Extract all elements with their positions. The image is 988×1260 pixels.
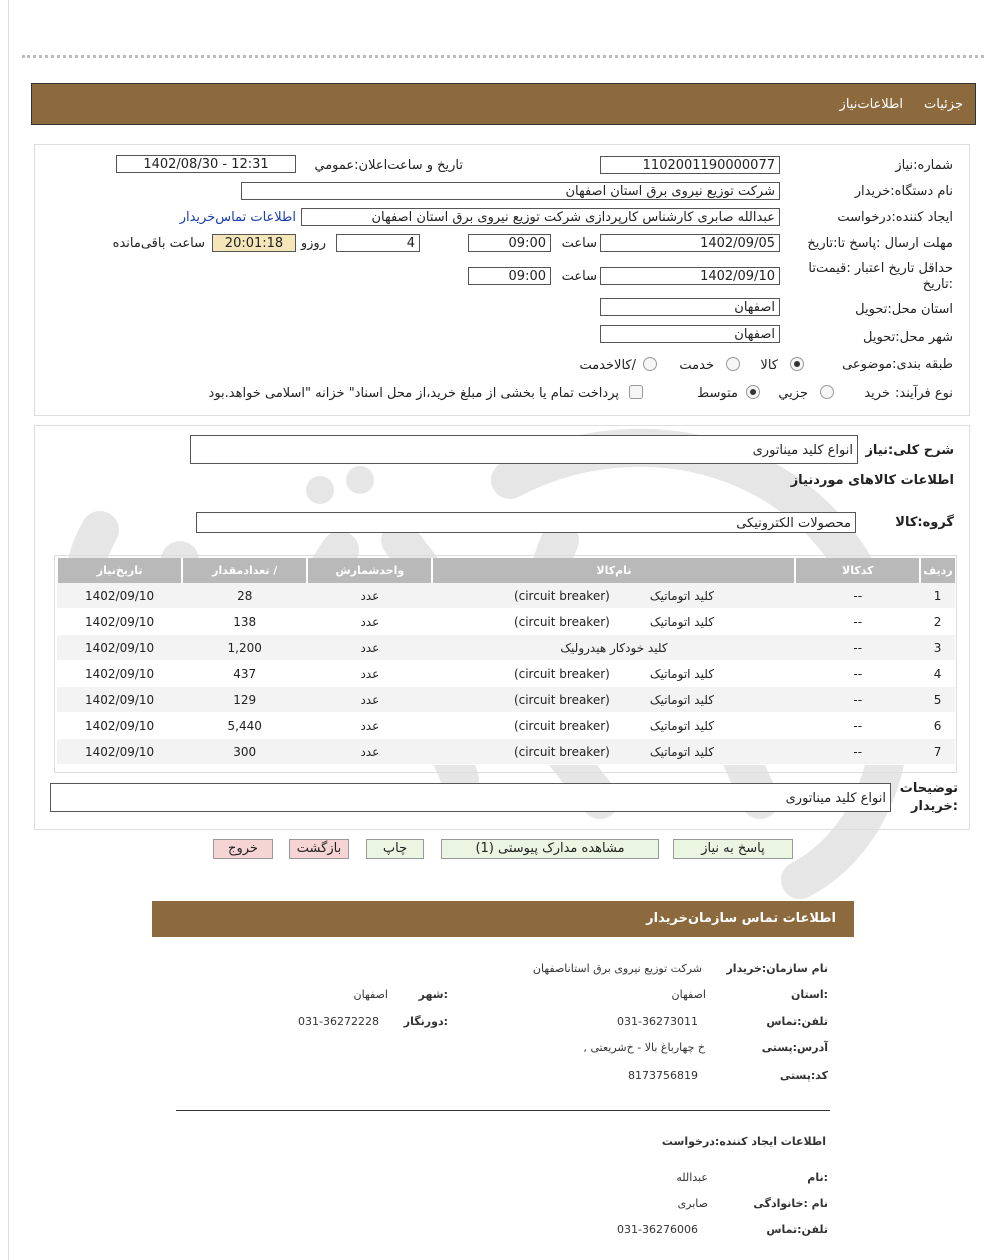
creator-family-label: نام :خانوادگی bbox=[753, 1197, 828, 1210]
contact-province-label: :استان bbox=[791, 988, 828, 1001]
item-name-english: (circuit breaker) bbox=[513, 666, 610, 681]
validity-date-field: 1402/09/10 bbox=[600, 267, 780, 285]
org-value: شرکت توزیع نیروی برق استاناصفهان bbox=[532, 962, 702, 975]
address-value: خ چهارباغ بالا - خ‌شریعتی , bbox=[583, 1041, 705, 1054]
postal-code-label: کد:پستی bbox=[779, 1069, 828, 1082]
goods-group-label: گروه:کالا bbox=[895, 515, 954, 530]
validity-label: حداقل تاریخ اعتبار :قیمت‌تا bbox=[808, 261, 953, 276]
item-name: کلید خودکار هیدرولیک bbox=[560, 640, 668, 655]
process-option-purchase: خرید bbox=[864, 386, 890, 401]
creator-phone-label: تلفن:تماس bbox=[766, 1223, 828, 1236]
cell-code: -- bbox=[795, 739, 920, 765]
validity-time-label: ساعت bbox=[561, 269, 597, 284]
cell-qty: 1,200 bbox=[182, 635, 307, 661]
cell-unit: عدد bbox=[307, 687, 432, 713]
items-table bbox=[56, 558, 955, 765]
cell-qty: 437 bbox=[182, 661, 307, 687]
col-index-header: ردیف bbox=[920, 558, 955, 583]
item-name-english: (circuit breaker) bbox=[513, 718, 610, 733]
creator-name-label: :نام bbox=[807, 1171, 828, 1184]
cell-code: -- bbox=[795, 583, 920, 609]
process-label: نوع فرآیند: bbox=[895, 386, 953, 401]
col-unit-header: واحدشمارش bbox=[307, 558, 432, 583]
cell-index: 2 bbox=[920, 609, 955, 635]
cell-code: -- bbox=[795, 609, 920, 635]
creator-label: ایجاد کننده:درخواست bbox=[837, 210, 953, 225]
top-divider bbox=[22, 55, 984, 58]
cell-name bbox=[432, 635, 795, 661]
category-option-goods: کالا bbox=[760, 358, 778, 373]
province-label: استان محل:تحویل bbox=[855, 302, 953, 317]
days-label: روزو bbox=[300, 236, 326, 251]
cell-qty: 300 bbox=[182, 739, 307, 765]
page-edge-line bbox=[8, 0, 9, 1260]
buyer-contact-link[interactable]: اطلاعات تماس‌خریدار bbox=[179, 210, 296, 225]
creator-info-title: اطلاعات ایجاد کننده:درخواست bbox=[661, 1135, 826, 1148]
cell-code: -- bbox=[795, 661, 920, 687]
category-radio-goods-service[interactable] bbox=[643, 357, 657, 371]
creator-family-value: صابری bbox=[677, 1197, 708, 1210]
item-name: کلید اتوماتیک bbox=[649, 718, 714, 733]
col-name-header: نام‌کالا bbox=[432, 558, 795, 583]
buyer-notes-field: انواع کلید میناتوری bbox=[50, 783, 891, 812]
tab-details[interactable]: جزئیات bbox=[924, 97, 963, 112]
contact-divider bbox=[176, 1110, 830, 1111]
fax-label: :دورنگار bbox=[403, 1015, 448, 1028]
postal-code-value: 8173756819 bbox=[628, 1069, 698, 1082]
exit-button[interactable]: خروج bbox=[213, 839, 273, 859]
process-option-medium: متوسط bbox=[697, 386, 738, 401]
cell-date: 1402/09/10 bbox=[57, 583, 182, 609]
item-name: کلید اتوماتیک bbox=[649, 666, 714, 681]
table-row bbox=[57, 583, 955, 609]
treasury-payment-checkbox[interactable] bbox=[629, 385, 643, 399]
table-row bbox=[57, 609, 955, 635]
table-row bbox=[57, 635, 955, 661]
cell-index: 6 bbox=[920, 713, 955, 739]
cell-date: 1402/09/10 bbox=[57, 687, 182, 713]
deadline-time-label: ساعت bbox=[561, 236, 597, 251]
treasury-payment-note: پرداخت تمام یا بخشی از مبلغ خرید،از محل اسناد" خزانه "اسلامی خواهد.بود bbox=[208, 386, 619, 401]
category-option-service: خدمت bbox=[679, 358, 714, 373]
table-row bbox=[57, 687, 955, 713]
item-name-english: (circuit breaker) bbox=[513, 692, 610, 707]
contact-phone-value: 031-36273011 bbox=[617, 1015, 698, 1028]
item-name-english: (circuit breaker) bbox=[513, 614, 610, 629]
attachments-button[interactable]: مشاهده مدارک پیوستی (1) bbox=[441, 839, 659, 859]
remaining-timer: 20:01:18 bbox=[212, 234, 296, 252]
cell-date: 1402/09/10 bbox=[57, 713, 182, 739]
cell-date: 1402/09/10 bbox=[57, 635, 182, 661]
cell-name bbox=[432, 583, 795, 609]
table-header-row bbox=[57, 558, 955, 583]
cell-code: -- bbox=[795, 687, 920, 713]
cell-code: -- bbox=[795, 713, 920, 739]
cell-name bbox=[432, 609, 795, 635]
goods-section-title: اطلاعات کالاهای موردنیاز bbox=[790, 473, 954, 488]
contact-title: اطلاعات تماس سازمان‌خریدار bbox=[646, 911, 836, 926]
buyer-label: نام دستگاه:خریدار bbox=[854, 184, 953, 199]
remaining-label: ساعت باقی‌مانده bbox=[112, 236, 205, 251]
print-button[interactable]: چاپ bbox=[366, 839, 424, 859]
col-qty-header: / تعدادمقدار bbox=[182, 558, 307, 583]
category-option-goods-service: /کالاخدمت bbox=[579, 358, 636, 373]
cell-unit: عدد bbox=[307, 609, 432, 635]
province-field: اصفهان bbox=[600, 298, 780, 316]
cell-unit: عدد bbox=[307, 583, 432, 609]
item-name: کلید اتوماتیک bbox=[649, 744, 714, 759]
fax-value: 031-36272228 bbox=[298, 1015, 379, 1028]
cell-name bbox=[432, 739, 795, 765]
creator-name-value: عبدالله bbox=[676, 1171, 708, 1184]
contact-province-value: اصفهان bbox=[671, 988, 706, 1001]
contact-header-bar bbox=[152, 901, 854, 937]
buyer-field: شرکت توزیع نیروی برق استان اصفهان bbox=[241, 182, 780, 200]
table-row bbox=[57, 661, 955, 687]
cell-name bbox=[432, 687, 795, 713]
category-label: طبقه بندی:موضوعی bbox=[842, 357, 953, 372]
reply-button[interactable]: پاسخ به نیاز bbox=[673, 839, 793, 859]
creator-field: عبدالله صابری کارشناس کارپردازی شرکت توزیع نیروی برق استان اصفهان bbox=[301, 208, 780, 226]
cell-index: 5 bbox=[920, 687, 955, 713]
cell-date: 1402/09/10 bbox=[57, 661, 182, 687]
announce-field: 1402/08/30 - 12:31 bbox=[116, 155, 296, 173]
cell-index: 7 bbox=[920, 739, 955, 765]
cell-index: 4 bbox=[920, 661, 955, 687]
days-field: 4 bbox=[336, 234, 420, 252]
cell-name bbox=[432, 713, 795, 739]
cell-unit: عدد bbox=[307, 635, 432, 661]
cell-unit: عدد bbox=[307, 739, 432, 765]
need-number-field: 1102001190000077 bbox=[600, 156, 780, 174]
contact-phone-label: تلفن:تماس bbox=[766, 1015, 828, 1028]
city-field: اصفهان bbox=[600, 325, 780, 343]
item-name: کلید اتوماتیک bbox=[649, 588, 714, 603]
cell-unit: عدد bbox=[307, 713, 432, 739]
item-name: کلید اتوماتیک bbox=[649, 614, 714, 629]
goods-group-field: محصولات الکترونیکی bbox=[196, 512, 856, 533]
validity-time-field: 09:00 bbox=[468, 267, 551, 285]
category-radio-service[interactable] bbox=[726, 357, 740, 371]
process-radio-minor[interactable] bbox=[820, 385, 834, 399]
item-name: کلید اتوماتیک bbox=[649, 692, 714, 707]
announce-label: تاریخ و ساعت‌اعلان:عمومي bbox=[314, 158, 463, 173]
city-label: شهر محل:تحویل bbox=[863, 330, 953, 345]
need-number-label: شماره:نیاز bbox=[895, 158, 953, 173]
item-name-english: (circuit breaker) bbox=[513, 744, 610, 759]
cell-qty: 28 bbox=[182, 583, 307, 609]
process-radio-medium[interactable] bbox=[746, 385, 760, 399]
buyer-notes-label: توضیحات bbox=[899, 781, 958, 796]
cell-date: 1402/09/10 bbox=[57, 739, 182, 765]
back-button[interactable]: بازگشت bbox=[289, 839, 349, 859]
contact-city-value: اصفهان bbox=[353, 988, 388, 1001]
col-code-header: کدکالا bbox=[795, 558, 920, 583]
item-name-english: (circuit breaker) bbox=[513, 588, 610, 603]
org-label: نام سازمان:خریدار bbox=[726, 962, 828, 975]
contact-city-label: :شهر bbox=[418, 988, 448, 1001]
cell-qty: 5,440 bbox=[182, 713, 307, 739]
deadline-label: مهلت ارسال :پاسخ تا:تاریخ bbox=[807, 236, 953, 251]
cell-name bbox=[432, 661, 795, 687]
page-header-bar bbox=[31, 83, 976, 125]
cell-index: 3 bbox=[920, 635, 955, 661]
summary-field: انواع کلید میناتوری bbox=[190, 435, 858, 464]
cell-unit: عدد bbox=[307, 661, 432, 687]
process-option-minor: جزيي bbox=[778, 386, 808, 401]
col-date-header: تاریخ‌نیاز bbox=[57, 558, 182, 583]
summary-label: شرح کلی:نیاز bbox=[865, 443, 954, 458]
cell-index: 1 bbox=[920, 583, 955, 609]
cell-qty: 138 bbox=[182, 609, 307, 635]
validity-label-2: :تاریخ bbox=[922, 277, 953, 292]
category-radio-goods[interactable] bbox=[790, 357, 804, 371]
buyer-notes-label-2: :خریدار bbox=[911, 799, 958, 814]
cell-code: -- bbox=[795, 635, 920, 661]
cell-date: 1402/09/10 bbox=[57, 609, 182, 635]
address-label: آدرس:پستی bbox=[761, 1041, 828, 1054]
table-row bbox=[57, 739, 955, 765]
deadline-date-field: 1402/09/05 bbox=[600, 234, 780, 252]
cell-qty: 129 bbox=[182, 687, 307, 713]
tab-need-info[interactable]: اطلاعات‌نیاز bbox=[839, 97, 903, 112]
table-row bbox=[57, 713, 955, 739]
creator-phone-value: 031-36276006 bbox=[617, 1223, 698, 1236]
deadline-time-field: 09:00 bbox=[468, 234, 551, 252]
